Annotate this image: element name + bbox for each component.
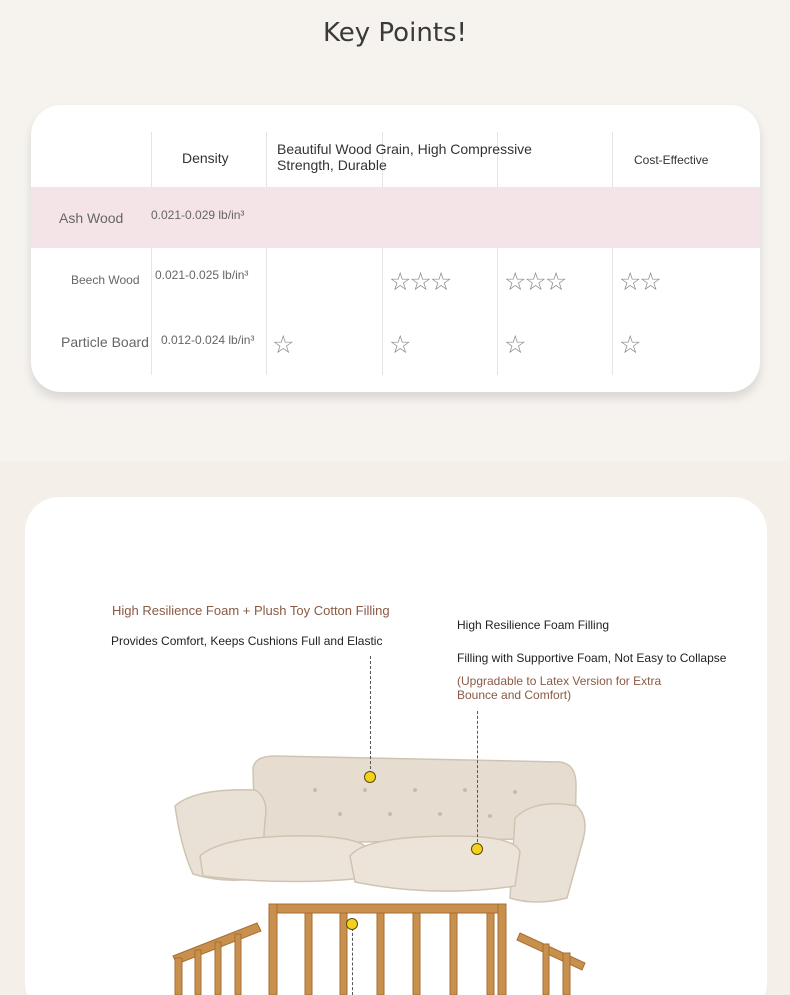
density-particle-board: 0.012-0.024 lb/in³ (161, 333, 255, 347)
density-beech-wood: 0.021-0.025 lb/in³ (155, 268, 249, 282)
row-label-particle-board: Particle Board (61, 334, 149, 350)
frame-marker-dot (346, 918, 358, 930)
rating-stars: ☆ (619, 330, 640, 359)
rating-stars: ☆☆ (619, 267, 660, 296)
header-wood-grain: Beautiful Wood Grain, High Compressive Strength, Durable (277, 141, 532, 173)
seat-feature-title: High Resilience Foam Filling (457, 618, 610, 632)
header-density: Density (182, 150, 229, 166)
cushion-feature-desc: Provides Comfort, Keeps Cushions Full and Elastic (111, 634, 383, 648)
frame-callout-line (352, 928, 353, 995)
cushion-marker-dot (364, 771, 376, 783)
rating-stars: ☆☆☆ (389, 267, 451, 296)
seat-marker-dot (471, 843, 483, 855)
rating-stars: ☆ (389, 330, 410, 359)
rating-stars: ☆☆☆ (504, 267, 566, 296)
sofa-illustration (165, 748, 595, 995)
row-label-ash-wood: Ash Wood (59, 210, 124, 226)
seat-callout-line (477, 711, 478, 847)
right-armrest (510, 804, 585, 902)
header-cost-effective: Cost-Effective (634, 153, 709, 167)
rating-stars: ☆ (272, 330, 293, 359)
cushion-feature-title: High Resilience Foam + Plush Toy Cotton Filling (112, 603, 390, 618)
column-divider (266, 132, 267, 375)
seat-feature-note: (Upgradable to Latex Version for Extra Bounce and Comfort) (457, 674, 662, 702)
page-title: Key Points! (323, 18, 467, 48)
density-ash-wood: 0.021-0.029 lb/in³ (151, 208, 245, 222)
seat-feature-desc: Filling with Supportive Foam, Not Easy to Collapse (457, 651, 727, 665)
comparison-table (31, 105, 760, 392)
rating-stars: ☆ (504, 330, 525, 359)
cushion-callout-line (370, 656, 371, 774)
seat-cushion-right (350, 836, 520, 891)
column-divider (612, 132, 613, 375)
row-label-beech-wood: Beech Wood (71, 273, 140, 287)
column-divider (151, 132, 152, 375)
table-row-highlight (31, 187, 760, 248)
wood-frame (173, 904, 585, 995)
